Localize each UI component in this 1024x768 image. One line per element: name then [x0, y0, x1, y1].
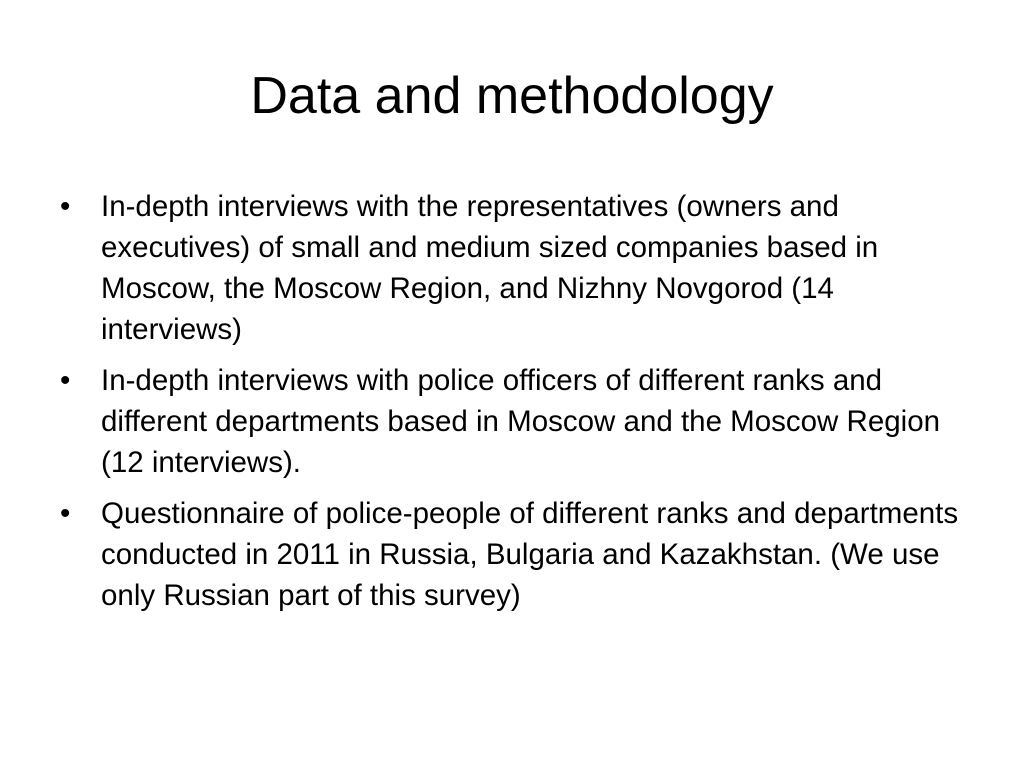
bullet-text: Questionnaire of police-people of different ranks and departments conducted in 2011 in Russia, Bulgaria and Kazakhstan. (We use only Russian part of this survey) [101, 497, 959, 612]
bullet-text: In-depth interviews with the representatives (owners and executives) of small and medium sized companies based in Moscow, the Moscow Region, and Nizhny Novgorod (14 interviews) [101, 190, 879, 346]
bullet-item-questionnaire [58, 493, 978, 616]
bullet-item-interviews-police [58, 360, 978, 483]
bullet-list [58, 186, 978, 626]
bullet-item-interviews-companies [58, 186, 978, 350]
bullet-icon: • [60, 190, 71, 223]
bullet-icon: • [60, 364, 71, 397]
bullet-icon: • [60, 497, 71, 530]
bullet-text: In-depth interviews with police officers of different ranks and different departments based in Moscow and the Moscow Region (12 interviews). [101, 364, 941, 479]
slide-title: Data and methodology [250, 67, 774, 125]
